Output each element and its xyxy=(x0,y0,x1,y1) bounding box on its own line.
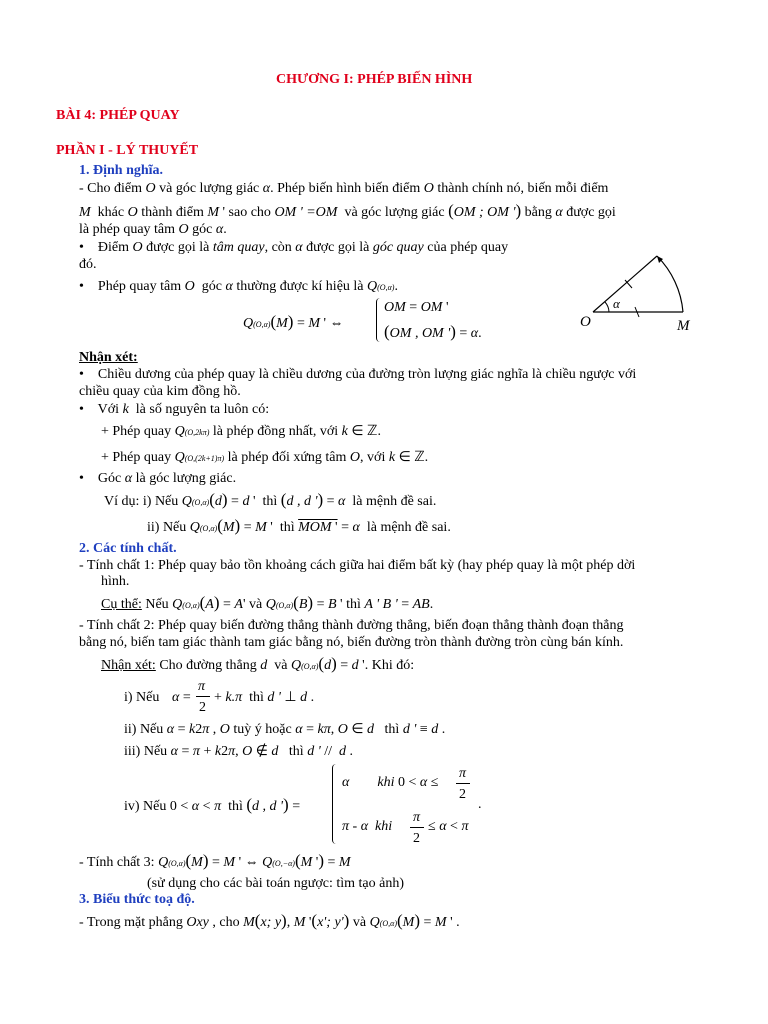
def-bullet: • Điểm O được gọi là tâm quay, còn α được gọi là góc quay của phép quay xyxy=(79,240,509,255)
figure-M-label: M xyxy=(677,318,690,334)
case-iv-formula: . xyxy=(478,797,482,812)
case-iii: iii) Nếu α = π + k2π, O ∉ d thì d ' // d . xyxy=(124,744,353,759)
property-text: (sử dụng cho các bài toán ngược: tìm tạo ảnh) xyxy=(147,876,405,891)
case-iv-formula: ≤ α < π xyxy=(428,819,469,834)
case-i-formula: π xyxy=(198,679,206,694)
part-title: PHẦN I - LÝ THUYẾT xyxy=(56,143,199,158)
def-text: là phép quay tâm O góc α. xyxy=(79,222,227,237)
case-i: i) Nếu xyxy=(124,690,160,705)
def-text: - Cho điểm O và góc lượng giác α. Phép biến hình biến điểm O thành chính nó, biến mỗi điểm xyxy=(79,181,609,196)
fraction-bar xyxy=(410,827,424,828)
system-brace xyxy=(332,764,339,844)
system-brace xyxy=(376,298,383,342)
property-text: - Tính chất 1: Phép quay bảo tồn khoảng cách giữa hai điểm bất kỳ (hay phép quay là một phép dời xyxy=(79,558,636,573)
case-iv-formula: π xyxy=(459,766,467,781)
case-i-formula: + k.π thì d ' ⊥ d . xyxy=(214,690,315,705)
coord-text: - Trong mặt phẳng Oxy , cho M(x; y), M '(x'; y') và Q(O,α)(M) = M ' . xyxy=(79,911,460,930)
remark-heading: Nhận xét: xyxy=(79,350,138,365)
remark-text: ii) Nếu Q(O,α)(M) = M ' thì MOM ' = α là mệnh đề sai. xyxy=(147,516,451,535)
fraction-bar xyxy=(196,696,210,697)
case-iv-formula: 2 xyxy=(413,831,420,846)
remark-text: + Phép quay Q(O,(2k+1)π) là phép đối xứng tâm O, với k ∈ ℤ. xyxy=(101,450,429,465)
figure-alpha-label: α xyxy=(613,296,620,311)
case-iv-formula: π xyxy=(413,810,421,825)
def-formula: Q(O,α)(M) = M ' ⇔ xyxy=(243,312,344,331)
property-text: Nhận xét: Cho đường thẳng d và Q(O,α)(d) = d '. Khi đó: xyxy=(101,654,415,673)
def-text: M khác O thành điểm M ' sao cho OM ' =OM và góc lượng giác (OM ; OM ') bằng α được gọi xyxy=(79,201,616,220)
remark-text: chiều quay của kim đồng hồ. xyxy=(79,384,241,399)
remark-text: Ví dụ: i) Nếu Q(O,α)(d) = d ' thì (d , d ') = α là mệnh đề sai. xyxy=(104,490,437,509)
section-properties: 2. Các tính chất. xyxy=(79,541,177,556)
property-text: hình. xyxy=(101,574,130,589)
case-i-formula: α = xyxy=(172,690,191,705)
case-iv: iv) Nếu 0 < α < π thì (d , d ') = xyxy=(124,795,301,814)
remark-text: • Góc α là góc lượng giác. xyxy=(79,471,237,486)
def-formula: (OM , OM ') = α. xyxy=(384,322,482,341)
def-text: đó. xyxy=(79,257,97,272)
lesson-title: BÀI 4: PHÉP QUAY xyxy=(56,108,180,123)
remark-text: + Phép quay Q(O,2kπ) là phép đồng nhất, với k ∈ ℤ. xyxy=(101,424,381,439)
chapter-title: CHƯƠNG I: PHÉP BIẾN HÌNH xyxy=(276,72,473,87)
rotation-figure xyxy=(575,250,705,338)
case-iv-formula: α khi 0 < α ≤ xyxy=(342,775,439,790)
def-bullet: • Phép quay tâm O góc α thường được kí hiệu là Q(O,α). xyxy=(79,279,398,294)
case-i-formula: 2 xyxy=(199,700,206,715)
case-iv-formula: π - α khi xyxy=(342,819,393,834)
remark-text: • Với k là số nguyên ta luôn có: xyxy=(79,402,270,417)
case-ii: ii) Nếu α = k2π , O tuỳ ý hoặc α = kπ, O ∈ d thì d ' ≡ d . xyxy=(124,722,446,737)
section-definition: 1. Định nghĩa. xyxy=(79,163,164,178)
remark-text: • Chiều dương của phép quay là chiều dương của đường tròn lượng giác nghĩa là chiều ngược với xyxy=(79,367,637,382)
property-text: - Tính chất 3: Q(O,α)(M) = M ' ⇔ Q(O,−α)(M ') = M xyxy=(79,851,351,870)
property-text: - Tính chất 2: Phép quay biến đường thẳng thành đường thẳng, biến đoạn thẳng thành đoạn thẳng xyxy=(79,618,624,633)
property-text: bằng nó, biến tam giác thành tam giác bằng nó, biến đường tròn thành đường tròn cùng bán kính. xyxy=(79,635,624,650)
case-iv-formula: 2 xyxy=(459,787,466,802)
fraction-bar xyxy=(456,783,470,784)
def-formula: OM = OM ' xyxy=(384,300,449,315)
figure-O-label: O xyxy=(580,314,591,330)
property-text: Cụ thể: Nếu Q(O,α)(A) = A' và Q(O,α)(B) = B ' thì A ' B ' = AB. xyxy=(101,593,434,612)
section-coordinates: 3. Biểu thức toạ độ. xyxy=(79,892,195,907)
